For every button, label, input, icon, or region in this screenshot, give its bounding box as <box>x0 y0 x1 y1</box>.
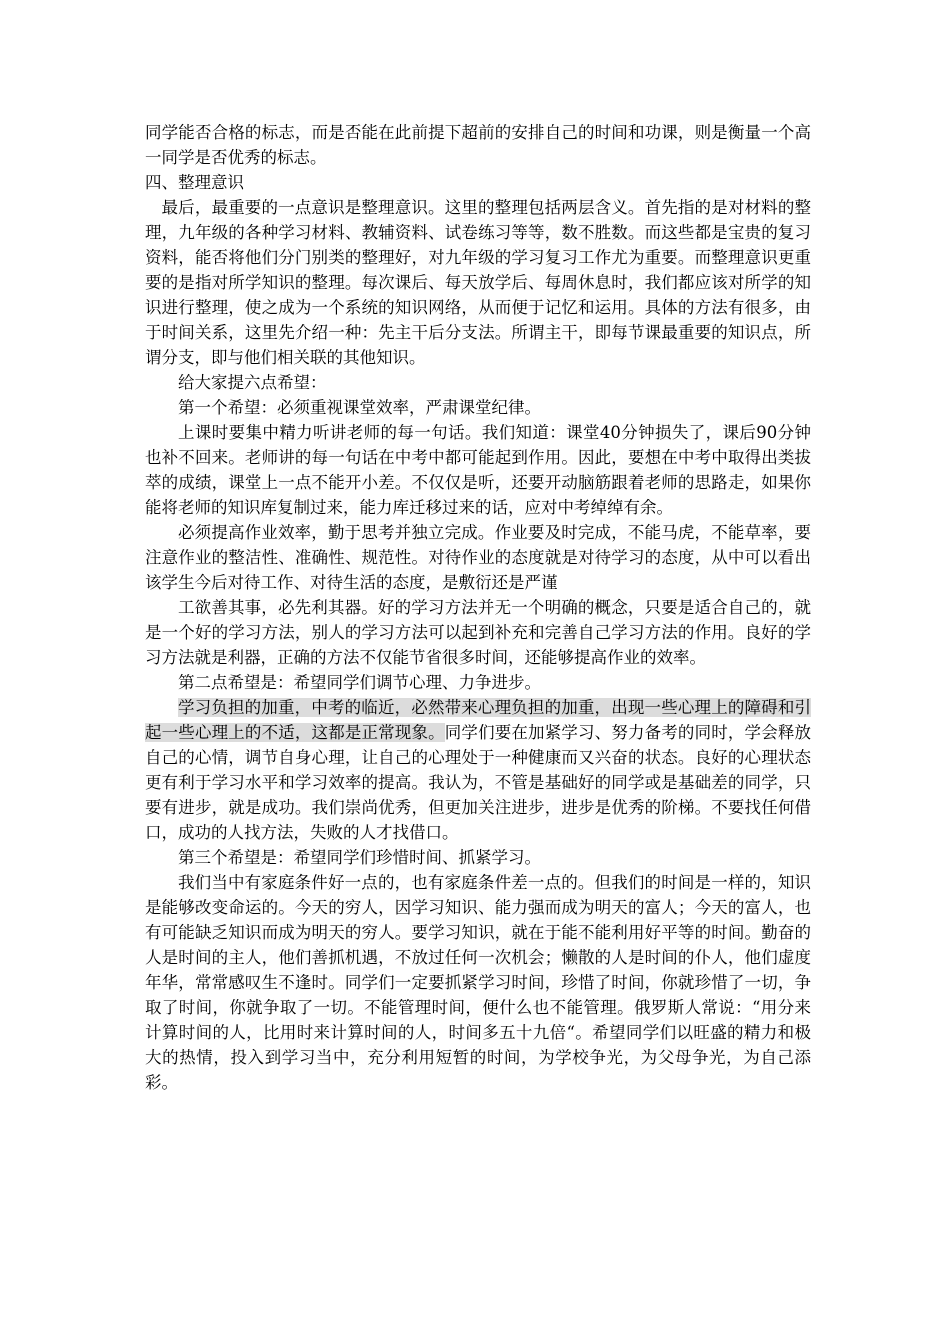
paragraph-mental-adjustment-rest: 同学们要在加紧学习、努力备考的同时，学会释放自己的心情，调节自身心理，让自己的心理处于一种健康而又兴奋的状态。良好的心理状态更有利于学习水平和学习效率的提高。我认为，不管是基础好的同学或是基础差的同学，只要有进步，就是成功。我们崇尚优秀，但更加关注进步，进步是优秀的阶梯。不要找任何借口，成功的人找方法，失败的人才找借口。 <box>145 723 812 842</box>
paragraph-organize-awareness: 最后，最重要的一点意识是整理意识。这里的整理包括两层含义。首先指的是对材料的整理，九年级的各种学习材料、教辅资料、试卷练习等等，数不胜数。而这些都是宝贵的复习资料，能否将他们分门别类的整理好，对九年级的学习复习工作尤为重要。而整理意识更重要的是指对所学知识的整理。每次课后、每天放学后、每周休息时，我们都应该对所学的知识进行整理，使之成为一个系统的知识网络，从而便于记忆和运用。具体的方法有很多，由于时间关系，这里先介绍一种：先主干后分支法。所谓主干，即每节课最重要的知识点，所谓分支，即与他们相关联的其他知识。 <box>145 198 811 367</box>
paragraph-learning-methods: 工欲善其事，必先利其器。好的学习方法并无一个明确的概念，只要是适合自己的，就是一个好的学习方法，别人的学习方法可以起到补充和完善自己学习方法的作用。良好的学习方法就是利器，正确的方法不仅能节省很多时间，还能够提高作业的效率。 <box>145 598 811 667</box>
paragraph-continuation: 同学能否合格的标志，而是否能在此前提下超前的安排自己的时间和功课，则是衡量一个高一同学是否优秀的标志。 <box>145 123 811 167</box>
paragraph-second-hope-title: 第二点希望是：希望同学们调节心理、力争进步。 <box>178 673 541 692</box>
highlighted-text: 学习负担的加重，中考的临近，必然带来心理负担的加重，出现一些心理上的障碍和引起一些心理上的不适，这都是正常现象。 <box>145 698 811 742</box>
paragraph-mental-adjustment <box>145 695 811 845</box>
paragraph-homework-efficiency: 必须提高作业效率，勤于思考并独立完成。作业要及时完成，不能马虎，不能草率，要注意作业的整洁性、准确性、规范性。对待作业的态度就是对待学习的态度，从中可以看出该学生今后对待工作、对待生活的态度，是敷衍还是严谨 <box>145 523 811 592</box>
paragraph-first-hope-title: 第一个希望：必须重视课堂效率，严肃课堂纪律。 <box>178 398 541 417</box>
document-body <box>145 120 811 1095</box>
paragraph-class-efficiency: 上课时要集中精力听讲老师的每一句话。我们知道：课堂40分钟损失了，课后90分钟也补不回来。老师讲的每一句话在中考中都可能起到作用。因此，要想在中考中取得出类拔萃的成绩，课堂上一点不能开小差。不仅仅是听，还要开动脑筋跟着老师的思路走，如果你能将老师的知识库复制过来，能力库迁移过来的话，应对中考绰绰有余。 <box>145 423 811 517</box>
paragraph-third-hope-title: 第三个希望是：希望同学们珍惜时间、抓紧学习。 <box>178 848 541 867</box>
section-heading-organize: 四、整理意识 <box>145 173 244 192</box>
paragraph-cherish-time: 我们当中有家庭条件好一点的，也有家庭条件差一点的。但我们的时间是一样的，知识是能够改变命运的。今天的穷人，因学习知识、能力强而成为明天的富人；今天的富人，也有可能缺乏知识而成为明天的穷人。要学习知识，就在于能不能利用好平等的时间。勤奋的人是时间的主人，他们善抓机遇，不放过任何一次机会；懒散的人是时间的仆人，他们虚度年华，常常感叹生不逢时。同学们一定要抓紧学习时间，珍惜了时间，你就珍惜了一切，争取了时间，你就争取了一切。不能管理时间，便什么也不能管理。俄罗斯人常说：“用分来计算时间的人，比用时来计算时间的人，时间多五十九倍“。希望同学们以旺盛的精力和极大的热情，投入到学习当中，充分利用短暂的时间，为学校争光，为父母争光，为自己添彩。 <box>145 873 811 1092</box>
paragraph-six-hopes-intro: 给大家提六点希望： <box>178 373 327 392</box>
